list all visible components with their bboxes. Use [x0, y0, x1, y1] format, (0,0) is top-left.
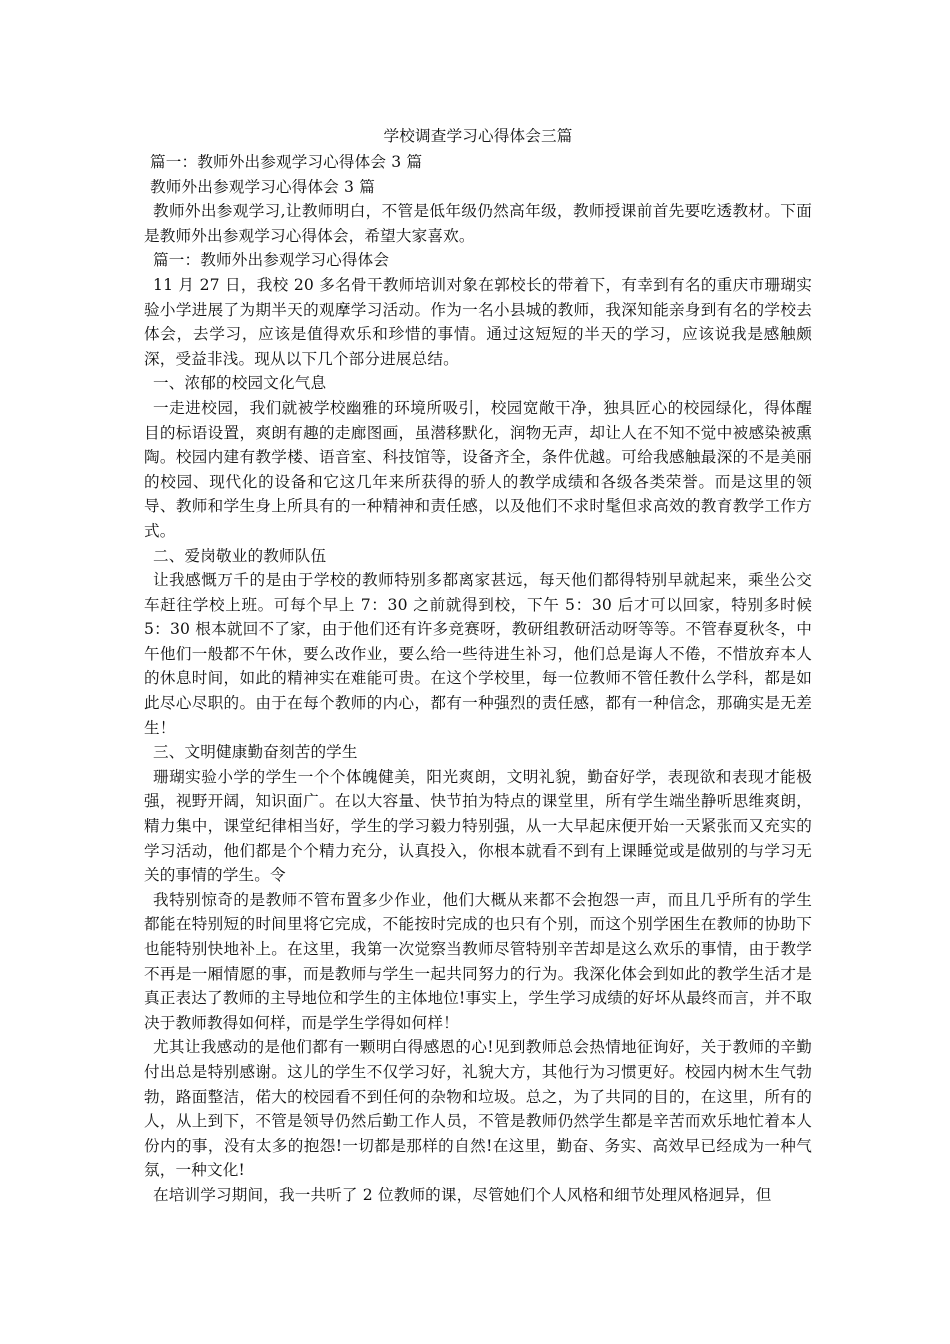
paragraph: 尤其让我感动的是他们都有一颗明白得感恩的心!见到教师总会热情地征询好，关于教师的辛勤付出总是特别感谢。这儿的学生不仅学习好，礼貌大方，其他行为习惯更好。校园内树木生气勃勃，路面整洁，偌大的校园看不到任何的杂物和垃圾。总之，为了共同的目的，在这里，所有的人，从上到下，不管是领导仍然后勤工作人员，不管是教师仍然学生都是辛苦而欢乐地忙着本人份内的事，没有太多的抱怨!一切都是那样的自然!在这里，勤奋、务实、高效早已经成为一种气氛，一种文化!: [144, 1038, 812, 1180]
paragraph: 珊瑚实验小学的学生一个个体魄健美，阳光爽朗，文明礼貌，勤奋好学，表现欲和表现才能极强，视野开阔，知识面广。在以大容量、快节拍为特点的课堂里，所有学生端坐静听思维爽朗，精力集中，课堂纪律相当好，学生的学习毅力特别强，从一大早起床便开始一天紧张而又充实的学习活动，他们都是个个精力充分，认真投入，你根本就看不到有上课睡觉或是做别的与学习无关的事情的学生。令: [144, 767, 812, 885]
paragraph: 篇一：教师外出参观学习心得体会 3 篇: [150, 153, 423, 171]
paragraph: 在培训学习期间，我一共听了 2 位教师的课，尽管她们个人风格和细节处理风格迥异，但: [153, 1185, 772, 1204]
section-heading: 一、浓郁的校园文化气息: [153, 374, 327, 393]
document-body: [144, 122, 818, 1208]
paragraph: 一走进校园，我们就被学校幽雅的环境所吸引，校园宽敞干净，独具匠心的校园绿化，得体醒目的标语设置，爽朗有趣的走廊图画，虽潜移默化，润物无声，却让人在不知不觉中被感染被熏陶。校园内建有教学楼、语音室、科技馆等，设备齐全，条件优越。可给我感触最深的不是美丽的校园、现代化的设备和它这几年来所获得的骄人的教学成绩和各级各类荣誉。而是这里的领导、教师和学生身上所具有的一种精神和责任感，以及他们不求时髦但求高效的教育教学工作方式。: [144, 398, 812, 540]
paragraph: 我特别惊奇的是教师不管布置多少作业，他们大概从来都不会抱怨一声，而且几乎所有的学生都能在特别短的时间里将它完成，不能按时完成的也只有个别，而这个别学困生在教师的协助下也能特别快地补上。在这里，我第一次觉察当教师尽管特别辛苦却是这么欢乐的事情，由于教学不再是一厢情愿的事，而是教师与学生一起共同努力的行为。我深化体会到如此的教学生活才是真正表达了教师的主导地位和学生的主体地位!事实上，学生学习成绩的好坏从最终而言，并不取决于教师教得如何样，而是学生学得如何样！: [144, 890, 812, 1032]
paragraph: 教师外出参观学习心得体会 3 篇: [150, 177, 375, 196]
document-title: 学校调查学习心得体会三篇: [383, 127, 573, 145]
paragraph: 教师外出参观学习,让教师明白，不管是低年级仍然高年级，教师授课前首先要吃透教材。下面是教师外出参观学习心得体会，希望大家喜欢。: [144, 202, 812, 245]
section-heading: 二、爱岗敬业的教师队伍: [153, 546, 327, 565]
paragraph: 让我感慨万千的是由于学校的教师特别多都离家甚远，每天他们都得特别早就起来，乘坐公交车赶往学校上班。可每个早上 7：30 之前就得到校，下午 5：30 后才可以回家，特别多时候 5：30 根本就回不了家，由于他们还有许多竞赛呀，教研组教研活动呀等等。不管春夏秋冬，中午他们一般都不午休，要么改作业，要么给一些待进生补习，他们总是诲人不倦，不惜放弃本人的休息时间，如此的精神实在难能可贵。在这个学校里，每一位教师不管任教什么学科，都是如此尽心尽职的。由于在每个教师的内心，都有一种强烈的责任感，都有一种信念，那确实是无差生！: [144, 571, 818, 737]
paragraph: 11 月 27 日，我校 20 多名骨干教师培训对象在郭校长的带着下，有幸到有名的重庆市珊瑚实验小学进展了为期半天的观摩学习活动。作为一名小县城的教师，我深知能亲身到有名的学校去体会，去学习，应该是值得欢乐和珍惜的事情。通过这短短的半天的学习，应该说我是感触颇深，受益非浅。现从以下几个部分进展总结。: [144, 275, 812, 368]
section-heading: 篇一：教师外出参观学习心得体会: [153, 251, 390, 270]
section-heading: 三、文明健康勤奋刻苦的学生: [153, 743, 358, 762]
